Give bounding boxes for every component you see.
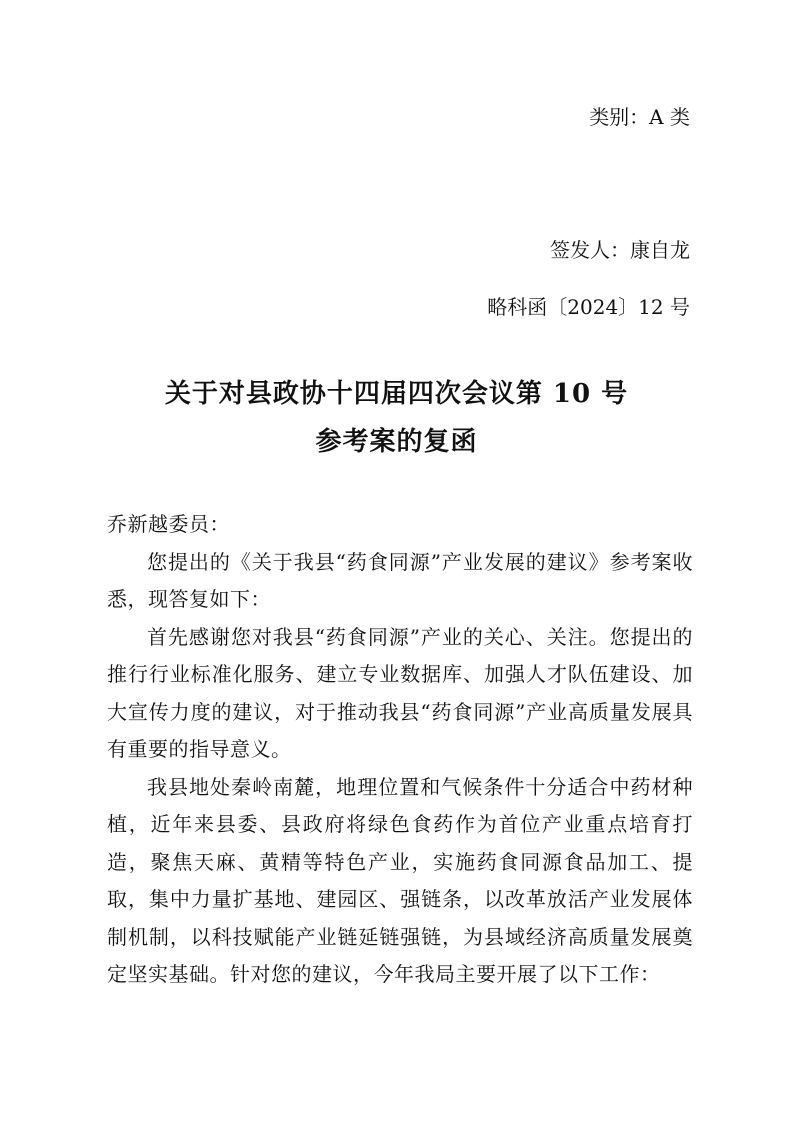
category-label: 类别：A 类 — [589, 105, 690, 129]
document-title-line-1: 关于对县政协十四届四次会议第 10 号 — [164, 379, 629, 409]
body-paragraph-3: 我县地处秦岭南麓，地理位置和气候条件十分适合中药材种植，近年来县委、县政府将绿色食药作为首位产业重点培育打造，聚焦天麻、黄精等特色产业，实施药食同源食品加工、提取，集中力量扩基地、建园区、强链条，以改革放活产业发展体制机制，以科技赋能产业链延链强链，为县域经济高质量发展奠定坚实基础。针对您的建议，今年我局主要开展了以下工作： — [107, 774, 693, 986]
body-paragraph-1: 您提出的《关于我县“药食同源”产业发展的建议》参考案收悉，现答复如下： — [107, 549, 693, 611]
document-number: 略科函〔2024〕12 号 — [487, 295, 690, 319]
salutation: 乔新越委员： — [107, 512, 230, 536]
body-paragraph-2: 首先感谢您对我县“药食同源”产业的关心、关注。您提出的推行行业标准化服务、建立专业数据库、加强人才队伍建设、加大宣传力度的建议，对于推动我县“药食同源”产业高质量发展具有重要的指导意义。 — [107, 624, 693, 761]
document-body — [107, 506, 693, 994]
document-title-line-2: 参考案的复函 — [315, 427, 478, 457]
signer-label: 签发人：康自龙 — [550, 238, 690, 262]
